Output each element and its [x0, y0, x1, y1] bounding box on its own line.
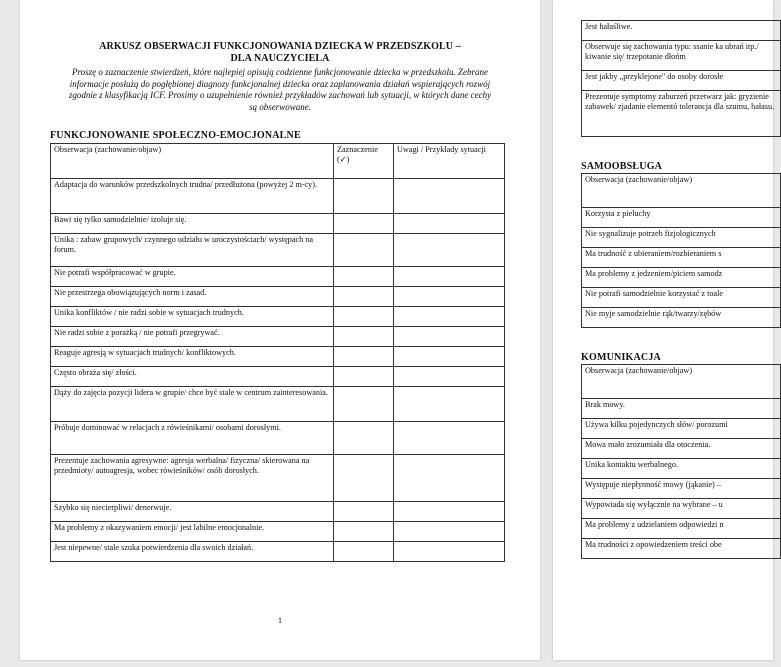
section-heading-social-emotional: FUNKCJONOWANIE SPOŁECZNO-EMOCJONALNE: [50, 130, 301, 141]
observation-cell: Korzysta z pieluchy: [582, 208, 781, 228]
table-row: [582, 248, 781, 268]
observation-cell: Ma trudność z ubieraniem/rozbieraniem s: [582, 248, 781, 268]
table-row: [51, 327, 505, 347]
column-header-notes: Uwagi / Przykłady sytuacji: [394, 144, 505, 179]
mark-cell[interactable]: [334, 327, 394, 347]
notes-cell[interactable]: [394, 267, 505, 287]
section-heading-communication: KOMUNIKACJA: [581, 352, 661, 363]
table-row: [582, 419, 781, 439]
table-row: [582, 71, 781, 91]
observation-cell: Mowa mało zrozumiała dla otoczenia.: [582, 439, 781, 459]
observation-cell: Ma problemy z jedzeniem/piciem samodz: [582, 268, 781, 288]
table-row: [51, 179, 505, 214]
table-row: [582, 479, 781, 499]
observation-table-social-emotional: [50, 143, 505, 562]
observation-cell: Brak mowy.: [582, 399, 781, 419]
table-row: [51, 367, 505, 387]
observation-cell: Unika konfliktów / nie radzi sobie w sytuacjach trudnych.: [51, 307, 334, 327]
observation-cell: Prezentuje symptomy zaburzeń przetwarz jak: gryzienie zabawek/ zjadanie elementó tolerancja dla szumu, hałasu.: [582, 91, 781, 137]
mark-cell[interactable]: [334, 367, 394, 387]
observation-cell: Występuje niepłynność mowy (jąkanie) –: [582, 479, 781, 499]
observation-cell: Jest jakby „przyklejone" do osoby dorosłe: [582, 71, 781, 91]
observation-cell: Obserwuje się zachowania typu: ssanie ka ubrań itp./ kiwanie się/ trzepotanie dłońm: [582, 41, 781, 71]
observation-table-continued: [581, 20, 781, 137]
table-row: [582, 399, 781, 419]
table-row: [51, 214, 505, 234]
title-line-1: ARKUSZ OBSERWACJI FUNKCJONOWANIA DZIECKA W PRZEDSZKOLU –: [99, 41, 461, 52]
mark-cell[interactable]: [334, 422, 394, 455]
observation-cell: Ma problemy z okazywaniem emocji/ jest labilne emocjonalnie.: [51, 522, 334, 542]
mark-cell[interactable]: [334, 234, 394, 267]
notes-cell[interactable]: [394, 455, 505, 502]
table-row: [51, 502, 505, 522]
observation-cell: Ma trudności z opowiedzeniem treści obe: [582, 539, 781, 559]
notes-cell[interactable]: [394, 542, 505, 562]
table-row: [51, 387, 505, 422]
document-page-1: [20, 0, 540, 660]
table-header-row: [582, 365, 781, 399]
table-row: [51, 542, 505, 562]
notes-cell[interactable]: [394, 502, 505, 522]
observation-cell: Ma problemy z udzielaniem odpowiedzi n: [582, 519, 781, 539]
table-row: [51, 307, 505, 327]
observation-cell: Używa kilku pojedynczych słów/ porozumi: [582, 419, 781, 439]
mark-cell[interactable]: [334, 214, 394, 234]
table-row: [51, 234, 505, 267]
observation-cell: Dąży do zajęcia pozycji lidera w grupie/ chce być stale w centrum zainteresowania.: [51, 387, 334, 422]
observation-cell: Nie przestrzega obowiązujących norm i zasad.: [51, 287, 334, 307]
observation-cell: Nie potrafi samodzielnie korzystać z toale: [582, 288, 781, 308]
mark-cell[interactable]: [334, 347, 394, 367]
document-page-2: [553, 0, 773, 660]
notes-cell[interactable]: [394, 234, 505, 267]
table-row: [582, 539, 781, 559]
notes-cell[interactable]: [394, 327, 505, 347]
table-row: [51, 422, 505, 455]
table-row: [582, 91, 781, 137]
column-header-observation: Obserwacja (zachowanie/objaw): [582, 365, 781, 399]
observation-cell: Wypowiada się wyłącznie na wybrane – u: [582, 499, 781, 519]
intro-paragraph: Proszę o zaznaczenie stwierdzeń, które najlepiej opisują codzienne funkcjonowanie dziecka w przedszkolu. Zebrane informacje posłużą do pogłębionej diagnozy funkcjonalnej dziecka oraz zaplanowania działań wspierających rozwój zgodnie z klasyfikacją ICF. Prosimy o uzupełnienie również przykładów zachowań lub sytuacji, w których dane cechy są obserwowane.: [68, 67, 492, 112]
table-row: [51, 455, 505, 502]
observation-cell: Adaptacja do warunków przedszkolnych trudna/ przedłużona (powyżej 2 m-cy).: [51, 179, 334, 214]
observation-cell: Nie myje samodzielnie rąk/twarzy/zębów: [582, 308, 781, 328]
mark-cell[interactable]: [334, 267, 394, 287]
table-row: [582, 439, 781, 459]
table-row: [582, 308, 781, 328]
notes-cell[interactable]: [394, 307, 505, 327]
title-line-2: DLA NAUCZYCIELA: [230, 53, 330, 64]
observation-cell: Unika kontaktu werbalnego.: [582, 459, 781, 479]
observation-cell: Jest niepewne/ stale szuka potwierdzenia dla swoich działań.: [51, 542, 334, 562]
notes-cell[interactable]: [394, 522, 505, 542]
table-row: [582, 208, 781, 228]
observation-table-self-care: [581, 173, 781, 328]
column-header-observation: Obserwacja (zachowanie/objaw): [582, 174, 781, 208]
observation-cell: Często obraża się/ złości.: [51, 367, 334, 387]
notes-cell[interactable]: [394, 179, 505, 214]
observation-table-communication: [581, 364, 781, 559]
table-row: [582, 459, 781, 479]
column-header-mark: Zaznaczenie (✓): [334, 144, 394, 179]
table-row: [582, 268, 781, 288]
observation-cell: Reaguje agresją w sytuacjach trudnych/ konfliktowych.: [51, 347, 334, 367]
mark-cell[interactable]: [334, 287, 394, 307]
mark-cell[interactable]: [334, 502, 394, 522]
column-header-observation: Obserwacja (zachowanie/objaw): [51, 144, 334, 179]
mark-cell[interactable]: [334, 455, 394, 502]
table-header-row: [582, 174, 781, 208]
section-heading-self-care: SAMOOBSŁUGA: [581, 161, 663, 172]
table-row: [582, 519, 781, 539]
mark-cell[interactable]: [334, 542, 394, 562]
mark-cell[interactable]: [334, 307, 394, 327]
page-number: 1: [278, 616, 282, 625]
observation-cell: Jest hałaśliwe.: [582, 21, 781, 41]
observation-cell: Unika : zabaw grupowych/ czynnego udziału w uroczystościach/ występach na forum.: [51, 234, 334, 267]
table-row: [582, 288, 781, 308]
notes-cell[interactable]: [394, 422, 505, 455]
table-row: [51, 287, 505, 307]
table-row: [582, 499, 781, 519]
observation-cell: Bawi się tylko samodzielnie/ izoluje się.: [51, 214, 334, 234]
notes-cell[interactable]: [394, 367, 505, 387]
table-row: [582, 41, 781, 71]
notes-cell[interactable]: [394, 387, 505, 422]
observation-cell: Nie sygnalizuje potrzeb fizjologicznych: [582, 228, 781, 248]
table-row: [51, 267, 505, 287]
table-row: [51, 522, 505, 542]
table-row: [582, 21, 781, 41]
table-row: [582, 228, 781, 248]
observation-cell: Szybko się niecierpliwi/ denerwuje.: [51, 502, 334, 522]
notes-cell[interactable]: [394, 287, 505, 307]
observation-cell: Nie potrafi współpracować w grupie.: [51, 267, 334, 287]
notes-cell[interactable]: [394, 214, 505, 234]
mark-cell[interactable]: [334, 522, 394, 542]
table-row: [51, 347, 505, 367]
document-title: [68, 41, 492, 65]
observation-cell: Próbuje dominować w relacjach z rówieśnikami/ osobami dorosłymi.: [51, 422, 334, 455]
observation-cell: Prezentuje zachowania agresywne: agresja werbalna/ fizyczna/ skierowana na przedmioty/ autoagresja, wobec rówieśników/ osób dorosłych.: [51, 455, 334, 502]
mark-cell[interactable]: [334, 387, 394, 422]
mark-cell[interactable]: [334, 179, 394, 214]
table-header-row: [51, 144, 505, 179]
observation-cell: Nie radzi sobie z porażką / nie potrafi przegrywać.: [51, 327, 334, 347]
notes-cell[interactable]: [394, 347, 505, 367]
